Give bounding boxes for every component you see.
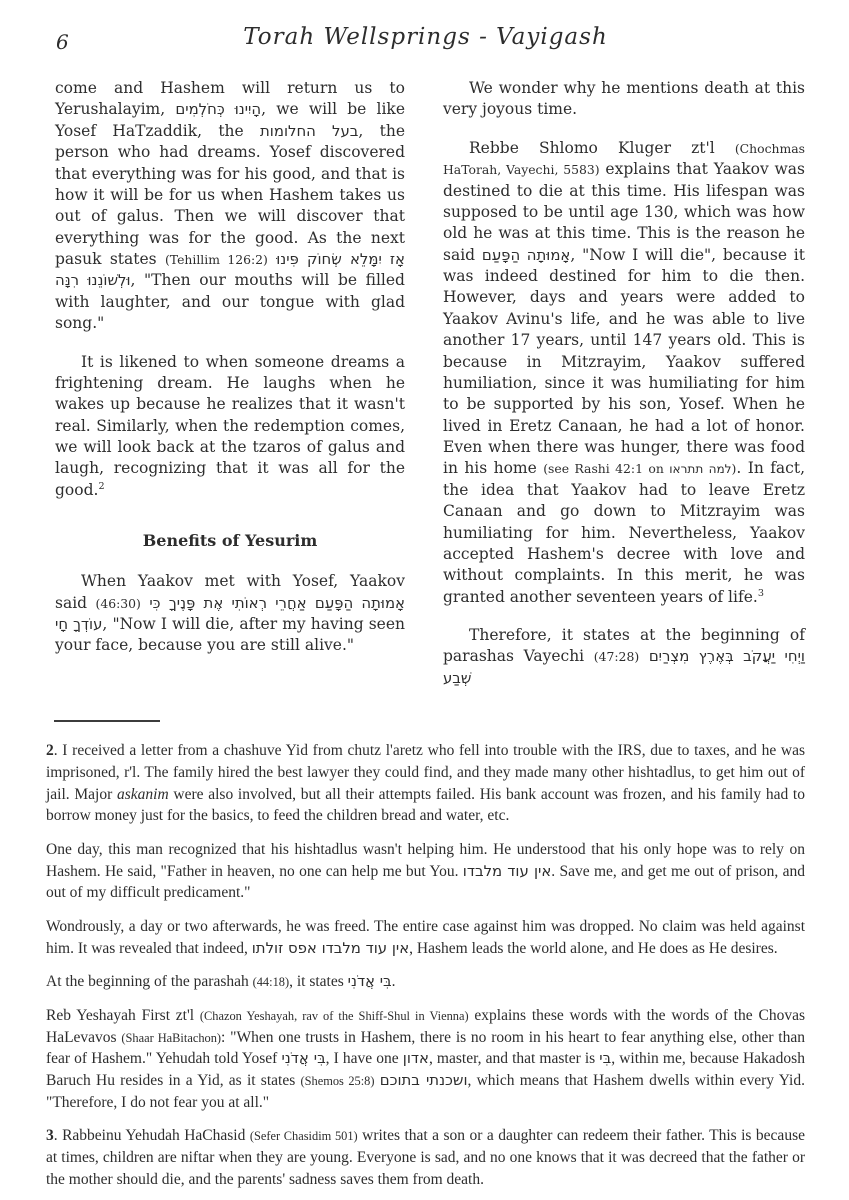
- reference-citation: (see Rashi 42:1 on: [543, 461, 670, 477]
- page-title: Torah Wellsprings - Vayigash: [243, 24, 608, 50]
- text-run: . In fact, the idea that Yaakov had to leave Eretz Canaan and go down to Mitzrayim was humiliating for him. Nevertheless, Yaakov accepted Hashem's decree with love and without complaints. In this merit, he was granted another seventeen years of life.: [443, 459, 806, 606]
- paragraph: [55, 78, 405, 335]
- hebrew-text: הָיִינוּ כְּחֹלְמִים: [175, 100, 262, 119]
- text-run: , I have one: [325, 1050, 403, 1068]
- paragraph: [55, 352, 405, 502]
- hebrew-text: אין עוד מלבדו אפס זולתו: [251, 938, 410, 957]
- hebrew-text: בעל החלומות: [260, 121, 359, 140]
- footnote-paragraph: [46, 1005, 805, 1113]
- hebrew-text: אין עוד מלבדו: [462, 861, 552, 880]
- reference-citation: (Shaar HaBitachon): [121, 1030, 222, 1045]
- text-run: explains that Yaakov was destined to die at this time. His lifespan was supposed to be until age 130, which was how old he was at this time. This is the reason he said: [443, 160, 805, 264]
- text-run: Reb Yeshayah First zt'l: [46, 1007, 200, 1024]
- text-run: Wondrously, a day or two afterwards, he was freed. The entire case against him was dropped. No claim was held against him. It was revealed that indeed,: [46, 917, 805, 957]
- text-run: When Yaakov met with Yosef, Yaakov said: [55, 572, 405, 612]
- footnotes-section: [46, 740, 805, 1190]
- reference-citation: (Sefer Chasidim 501): [249, 1129, 358, 1144]
- hebrew-text: אָז יִמָּלֵא שְׂחוֹק פִּינוּ וּלְשׁוֹנֵנוּ רִנָּה: [55, 250, 405, 290]
- text-run: explains these words with the words of the Chovas HaLevavos: [46, 1007, 805, 1046]
- footnote-paragraph: [46, 971, 805, 993]
- text-run: It is likened to when someone dreams a frightening dream. He laughs when he wakes up because he realizes that it wasn't real. Similarly, when the redemption comes, we will look back at the tzaros of galus and laugh, recognizing that it was all for the good.: [55, 352, 405, 499]
- text-run: Therefore, it states at the beginning of parashas Vayechi: [443, 626, 805, 666]
- text-run: , Hashem leads the world alone, and He does as He desires.: [409, 939, 778, 957]
- hebrew-text: בִּי אֲדֹנִי: [281, 1049, 326, 1068]
- text-run: One day, this man recognized that his hishtadlus wasn't helping him. He understood that his only hope was to rely on Hashem. He said, "Father in heaven, no one can help me but You.: [46, 840, 805, 880]
- page-number: 6: [56, 30, 69, 54]
- text-run: . Save me, and get me out of prison, and out of my difficult predicament.": [46, 862, 805, 902]
- two-column-body: [55, 78, 805, 706]
- paragraph: [443, 138, 805, 608]
- text-run: , within me, because Hakadosh Baruch Hu resides in a Yid, as it states: [46, 1050, 805, 1090]
- paragraph: [443, 78, 805, 121]
- footnote-paragraph: [46, 740, 805, 827]
- reference-citation: (44:18): [252, 975, 290, 990]
- text-run: [268, 250, 276, 268]
- bold-label: 2: [46, 742, 54, 760]
- text-run: , which means that Hashem dwells within every Yid. "Therefore, I do not fear you at all.": [46, 1072, 805, 1111]
- footnote-paragraph: [46, 839, 805, 904]
- text-run: , "Now I will die, after my having seen your face, because you are still alive.": [55, 614, 405, 655]
- bold-label: 3: [46, 1127, 54, 1145]
- text-run: Rebbe Shlomo Kluger zt'l: [469, 138, 735, 157]
- hebrew-reference: למה תתראו: [669, 462, 732, 477]
- italic-text: askanim: [117, 785, 169, 803]
- text-run: . Rabbeinu Yehudah HaChasid: [53, 1127, 250, 1145]
- text-run: . I received a letter from a chashuve Yid from chutz l'aretz who fell into trouble with the IRS, due to taxes, and he was imprisoned, r'l. The family hired the best lawyer they could find, and they made many other hishtadlus, to get him out of jail. Major: [46, 742, 805, 803]
- text-run: , it states: [289, 973, 348, 991]
- left-column: [55, 78, 405, 706]
- footnote-marker: 2: [98, 480, 105, 492]
- section-heading: Benefits of Yesurim: [142, 531, 318, 551]
- text-run: , "Now I will die", because it was indeed destined for him to die then. However, days and years were added to Yaakov Avinu's life, and he was able to live another 17 years, until 147 years old. This is because in Mitzrayim, Yaakov suffered humiliation, since it was humiliating for him to be supported by his son, Yosef. When he lived in Eretz Canaan, he had a lot of honor. Even when there was hunger, there was food in his home: [443, 245, 805, 478]
- footnote-separator: [54, 720, 160, 722]
- hebrew-text: ושכנתי בתוכם: [379, 1071, 468, 1090]
- reference-citation: (Tehillim 126:2): [164, 252, 268, 267]
- text-run: , we will be like Yosef HaTzaddik, the: [55, 100, 406, 140]
- text-run: , "Then our mouths will be filled with laughter, and our tongue with glad song.": [55, 271, 405, 333]
- paragraph: [55, 571, 405, 657]
- reference-citation: (Shemos 25:8): [300, 1074, 375, 1089]
- reference-citation: (Chochmas HaTorah, Vayechi, 5583): [443, 140, 805, 178]
- reference-citation: ): [731, 461, 737, 477]
- text-run: We wonder why he mentions death at this very joyous time.: [443, 79, 805, 119]
- reference-citation: (Chazon Yeshayah, rav of the Shiff-Shul in Vienna): [199, 1009, 469, 1023]
- text-run: [639, 647, 649, 665]
- hebrew-text: אָמוּתָה הַפָּעַם אַחֲרֵי רְאוֹתִי אֶת פָּנֶיךָ כִּי עוֹדְךָ חָי: [55, 593, 405, 633]
- footnote-paragraph: [46, 1125, 805, 1190]
- text-run: .: [391, 973, 396, 991]
- hebrew-text: אדון: [402, 1049, 429, 1068]
- paragraph: [443, 625, 805, 689]
- text-run: writes that a son or a daughter can redeem their father. This is because at times, children are niftar when they are young. Everyone is sad, and no one knows that it was decreed that the father or the mother should die, and the parents' sadness saves them from death.: [46, 1127, 805, 1188]
- text-run: , the person who had dreams. Yosef discovered that everything was for his good, and that is how it will be for us when Hashem takes us out of galus. Then we will discover that everything was for the good. As the next pasuk states: [55, 121, 405, 268]
- footnote-paragraph: [46, 916, 805, 959]
- footnote-marker: 3: [757, 587, 764, 599]
- text-run: come and Hashem will return us to Yerushalayim,: [55, 79, 405, 119]
- text-run: were also involved, but all their attempts failed. His bank account was frozen, and his family had to borrow money just for the basics, to feed the children bread and water, etc.: [46, 785, 805, 825]
- text-run: At the beginning of the parashah: [46, 973, 253, 991]
- page-header: [46, 24, 805, 58]
- reference-citation: (47:28): [593, 649, 640, 665]
- reference-citation: (46:30): [95, 595, 141, 611]
- hebrew-text: בִּי: [599, 1049, 612, 1068]
- hebrew-text: בִּי אֲדֹנִי: [347, 972, 392, 991]
- text-run: , master, and that master is: [428, 1050, 600, 1068]
- hebrew-text: אָמוּתָה הַפָּעַם: [481, 245, 571, 264]
- right-column: [443, 78, 805, 706]
- text-run: : "When one trusts in Hashem, there is no room in his heart to fear anything else, other than fear of Hashem." Yehudah told Yosef: [46, 1028, 805, 1068]
- hebrew-text: וַיְחִי יַעֲקֹב בְּאֶרֶץ מִצְרַיִם שְׁבַע: [443, 647, 805, 687]
